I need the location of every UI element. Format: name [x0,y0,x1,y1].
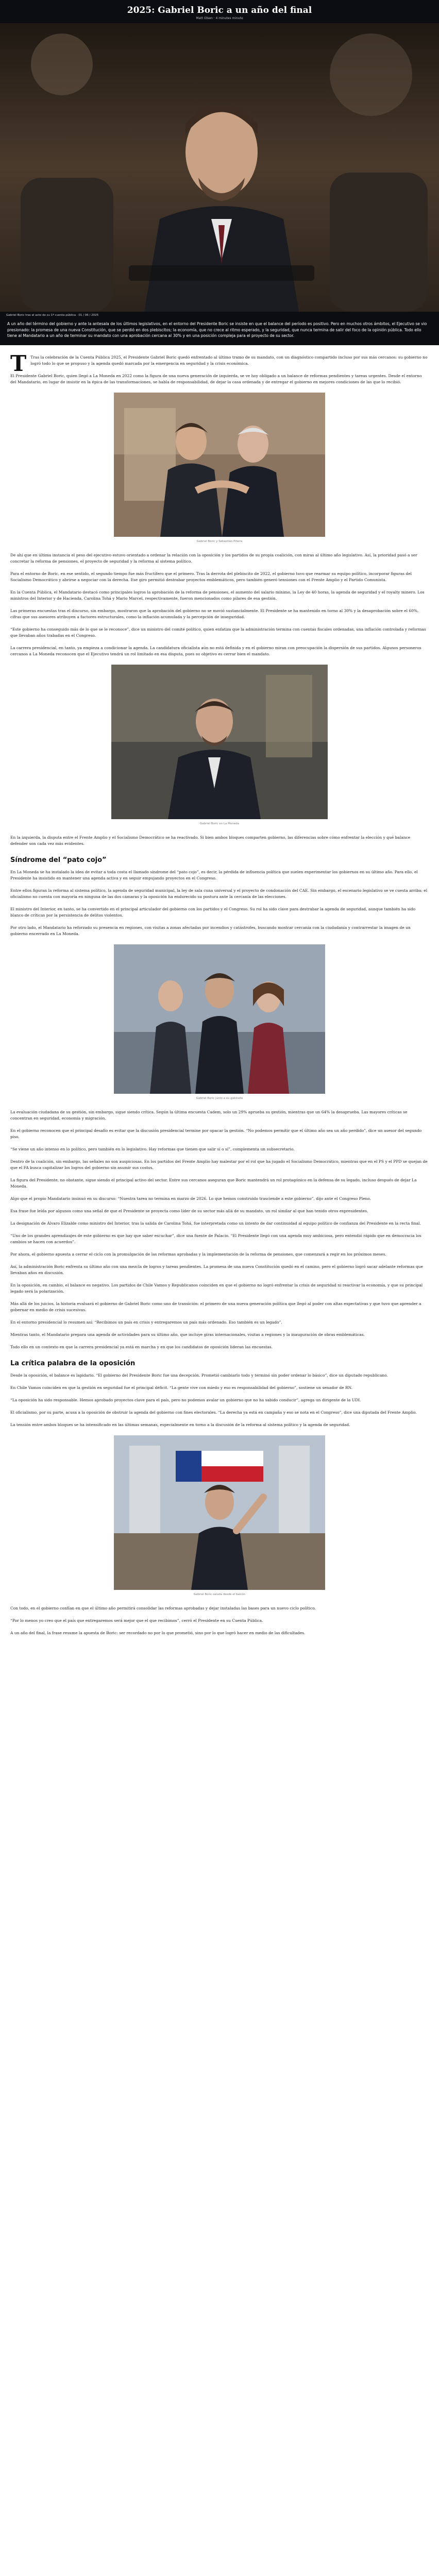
paragraph: Con todo, en el gobierno confían en que el último año permitirá consolidar las reformas aprobadas y dejar instaladas las bases para un nuevo ciclo político. [10,1605,316,1611]
paragraph: Esa frase fue leída por algunos como una señal de que el Presidente se proyecta como líder de su sector más allá de su mandato, un rol similar al que han tenido otros expresidentes. [10,1208,368,1213]
photo-boric-balcon-illustration [114,1435,325,1590]
photo-caption: Gabriel Boric y Sebastián Piñera [196,539,243,543]
paragraph: En la oposición, en cambio, el balance es negativo. Los partidos de Chile Vamos y Republicanos coinciden en que el gobierno no logró enfrentar la crisis de seguridad ni reactivar la economía, y que su principal legado será la polarización. [10,1282,423,1294]
paragraph: Más allá de los juicios, la historia evaluará el gobierno de Gabriel Boric como uno de transición: el primero de una nueva generación política que llegó al poder con altas expectativas y que tuvo que aprender a gobernar en medio de crisis sucesivas. [10,1301,421,1312]
photo-boric-pinera-illustration [114,393,325,537]
paragraph: Por otro lado, el Mandatario ha reforzado su presencia en regiones, con visitas a zonas afectadas por incendios y catástrofes, buscando mostrar cercanía con la ciudadanía y contrarrestar la imagen de un gobierno encerrado en La Moneda. [10,925,411,936]
paragraph: Desde la oposición, el balance es lapidario. “El gobierno del Presidente Boric fue una decepción. Prometió cambiarlo todo y terminó sin poder ordenar lo básico”, dice un diputado republicano. [10,1372,388,1378]
photo-boric-balcon [114,1435,325,1590]
paragraph: En el gobierno reconocen que el principal desafío es evitar que la discusión presidencial termine por opacar la gestión. “No podemos permitir que el último año sea un año perdido”, dice un asesor del segundo piso. [10,1128,422,1139]
paragraph: El Presidente Gabriel Boric, quien llegó a La Moneda en 2022 como la figura de una nueva generación de izquierda, se ve hoy obligado a un balance de reformas pendientes y tareas urgentes. Desde el entorno del Mandatario, en lugar de insistir en la épica de las transformaciones, se habla de responsabilidad, de dejar la casa ordenada y de entregar el gobierno en mejores condiciones de las que lo recibió. [10,373,422,384]
article-byline: Matt Olsen · 4 minutes minute [196,16,243,20]
paragraph: La designación de Álvaro Elizalde como ministro del Interior, tras la salida de Carolina Tohá, fue interpretada como un intento de dar continuidad al equipo político de confianza del Presidente en la recta final. [10,1221,421,1226]
paragraph: Así, la administración Boric enfrenta su último año con una mezcla de logros y tareas pendientes. La promesa de una nueva Constitución quedó en el camino, pero el gobierno logró sacar adelante reformas que llevaban años en discusión. [10,1264,423,1275]
paragraph: “Este gobierno ha conseguido más de lo que se le reconoce”, dice un ministro del comité político, quien enfatiza que la administración termina con cuentas fiscales ordenadas, una inflación controlada y reformas que llevaban años trabadas en el Congreso. [10,626,426,638]
photo-boric-lamoneda [111,665,328,819]
photo-boric-lamoneda-illustration [111,665,328,819]
paragraph: Mientras tanto, el Mandatario prepara una agenda de actividades para su último año, que incluye giras internacionales, visitas a regiones y la inauguración de obras emblemáticas. [10,1332,365,1337]
hero-photo-illustration [0,23,439,312]
paragraph: Entre ellos figuran la reforma al sistema político, la agenda de seguridad municipal, la ley de sala cuna universal y el proyecto de condonación del CAE. Sin embargo, el escenario legislativo se ve cuesta arriba: el oficialismo no cuenta con mayoría en ninguna de las dos cámaras y la oposición ha endurecido su postura ante la cercanía de las elecciones. [10,888,428,899]
paragraph: En la Cuenta Pública, el Mandatario destacó como principales logros la aprobación de la reforma de pensiones, el aumento del salario mínimo, la Ley de 40 horas, la agenda de seguridad y el royalty minero. Los ministros del Interior y de Hacienda, Carolina Tohá y Mario Marcel, respectivamente, fueron mencionados como pilares de esa gestión. [10,589,425,601]
paragraph: El ministro del Interior, en tanto, se ha convertido en el principal articulador del gobierno con los partidos y el Congreso. Su rol ha sido clave para destrabar la agenda de seguridad, aunque también ha sido blanco de críticas por la persistencia de delitos violentos. [10,906,416,918]
first-paragraph [10,350,429,376]
photo-boric-gabinete-illustration [114,944,325,1094]
paragraph: “Uno de los grandes aprendizajes de este gobierno es que hay que saber escuchar”, dice una fuente de Palacio. “El Presidente llegó con una agenda muy ambiciosa, pero entendió rápido que en democracia los cambios se hacen con acuerdos”. [10,1233,421,1244]
article-hero [0,0,439,345]
article-title: 2025: Gabriel Boric a un año del final [127,5,312,15]
paragraph: “Por lo menos yo creo que el país que entregaremos será mejor que el que recibimos”, cerró el Presidente en su Cuenta Pública. [10,1618,263,1623]
paragraph: En Chile Vamos coinciden en que la gestión en seguridad fue el principal déficit. “La gente vive con miedo y eso es responsabilidad del gobierno”, sostiene un senador de RN. [10,1385,353,1390]
paragraph: De ahí que en última instancia el peso del ejecutivo estuvo orientado a ordenar la relación con la oposición y los partidos de su propia coalición, con miras al último año legislativo. Así, la prioridad pasó a ser concretar la reforma de pensiones, el proyecto de seguridad y la reforma al sistema político. [10,552,417,564]
paragraph: Todo ello en un contexto en que la carrera presidencial ya está en marcha y en que los candidatos de oposición lideran las encuestas. [10,1344,273,1349]
paragraph: La figura del Presidente, no obstante, sigue siendo el principal activo del sector. Entre sus cercanos aseguran que Boric mantendrá un rol protagónico en la defensa de su legado, incluso después de dejar La Moneda. [10,1177,417,1189]
section-heading: La crítica palabra de la oposición [10,1359,136,1367]
paragraph: La carrera presidencial, en tanto, ya empieza a condicionar la agenda. La candidatura oficialista aún no está definida y en el gobierno miran con preocupación la dispersión de sus partidos. Algunos personeros cercanos a La Moneda reconocen que el Ejecutivo tendrá un rol limitado en esa disputa, pues su objetivo es cerrar bien el mandato. [10,645,421,656]
paragraph: Dentro de la coalición, sin embargo, las señales no son auspiciosas. En los partidos del Frente Amplio hay malestar por el rol que ha jugado el Socialismo Democrático, mientras que en el PS y el PPD se quejan de que el FA busca capitalizar los logros del gobierno sin asumir sus costos. [10,1159,428,1170]
photo-caption: Gabriel Boric en La Moneda [200,822,239,825]
paragraph: “Se viene un año intenso en lo político, pero también en lo legislativo. Hay reformas que tienen que salir sí o sí”, complementa un subsecretario. [10,1146,295,1151]
article-lead: A un año del término del gobierno y ante la antesala de los últimos legislativos, en el entorno del Presidente Boric se insiste en que el balance del período es positivo. Pero en muchos otros ámbitos, el Ejecutivo se vio presionado: la promesa de una nueva Constitución, que se perdió en dos plebiscitos; la economía, que no crece al ritmo esperado, y la seguridad, que nunca termina de salir del foco de la opinión pública. Todo ello tiene al Mandatario a un año de terminar su mandato con una aprobación cercana al 30% y en una posición compleja para el proyecto de su sector. [0,319,439,345]
hero-photo [0,23,439,312]
paragraph: En la izquierda, la disputa entre el Frente Amplio y el Socialismo Democrático se ha reactivado. Si bien ambos bloques comparten gobierno, las diferencias sobre cómo enfrentar la elección y qué balance defender son cada vez más evidentes. [10,835,411,846]
paragraph: Algo que el propio Mandatario insinuó en su discurso: “Nuestra tarea no termina en marzo de 2026. Lo que hemos construido trasciende a este gobierno”, dijo ante el Congreso Pleno. [10,1196,372,1201]
paragraph: Para el entorno de Boric, en ese sentido, el segundo tiempo fue más fructífero que el primero. Tras la derrota del plebiscito de 2022, el gobierno tuvo que rearmar su equipo político, incorporar figuras del Socialismo Democrático y abrirse a negociar con la derecha. Ese giro permitió destrabar proyectos emblemáticos, pero también generó tensiones con el Frente Amplio y el Partido Comunista. [10,571,412,582]
photo-caption: Gabriel Boric saluda desde el balcón [193,1592,246,1596]
paragraph: La evaluación ciudadana de su gestión, sin embargo, sigue siendo crítica. Según la última encuesta Cadem, solo un 29% aprueba su gestión, mientras que un 64% la desaprueba. Las mayores críticas se concentran en seguridad, economía y migración. [10,1109,408,1121]
hero-caption: Gabriel Boric tras el acto de su 1ª cuenta pública · 01 / 06 / 2025 [0,312,439,319]
paragraph: “La oposición ha sido responsable. Hemos aprobado proyectos clave para el país, pero no podemos avalar un gobierno que no ha sabido conducir”, agrega un dirigente de la UDI. [10,1397,361,1402]
paragraph: La tensión entre ambos bloques se ha intensificado en las últimas semanas, especialmente en torno a la discusión de la reforma al sistema político y la agenda de seguridad. [10,1422,350,1427]
paragraph: El oficialismo, por su parte, acusa a la oposición de obstruir la agenda del gobierno con fines electorales. “La derecha ya está en campaña y eso se nota en el Congreso”, dice una diputada del Frente Amplio. [10,1410,417,1415]
drop-cap: T [10,350,27,376]
paragraph: Las primeras encuestas tras el discurso, sin embargo, mostraron que la aprobación del gobierno no se movió sustancialmente. El Presidente se ha mantenido en torno al 30% y la desaprobación sobre el 60%, cifras que sus asesores atribuyen a factores estructurales, como la inflación acumulada y la percepción de inseguridad. [10,608,419,619]
paragraph: En La Moneda se ha instalado la idea de evitar a toda costa el llamado síndrome del “pato cojo”, es decir, la pérdida de influencia política que suelen experimentar los gobiernos en su último año. Para ello, el Presidente ha insistido en mantener una agenda activa y en seguir empujando proyectos en el Congreso. [10,869,418,880]
photo-boric-gabinete [114,944,325,1094]
section-heading: Síndrome del “pato cojo” [10,856,107,864]
photo-caption: Gabriel Boric junto a su gabinete [196,1096,243,1100]
paragraph: Por ahora, el gobierno apuesta a cerrar el ciclo con la promulgación de las reformas aprobadas y la implementación de la reforma de pensiones, que comenzará a regir en los próximos meses. [10,1251,386,1257]
paragraph: A un año del final, la frase resume la apuesta de Boric: ser recordado no por lo que prometió, sino por lo que logró hacer en medio de las dificultades. [10,1630,306,1635]
article-body [0,345,439,1636]
paragraph: Tras la celebración de la Cuenta Pública 2025, el Presidente Gabriel Boric quedó enfrentado al último tramo de su mandato, con un diagnóstico compartido incluso por sus más cercanos: su gobierno no logró todo lo que se propuso y la agenda quedó marcada por la emergencia en seguridad y la crisis económica. [30,354,428,366]
photo-boric-pinera [114,393,325,537]
paragraph: En el entorno presidencial lo resumen así: “Recibimos un país en crisis y entregaremos un país más ordenado. Eso también es un legado”. [10,1319,282,1325]
